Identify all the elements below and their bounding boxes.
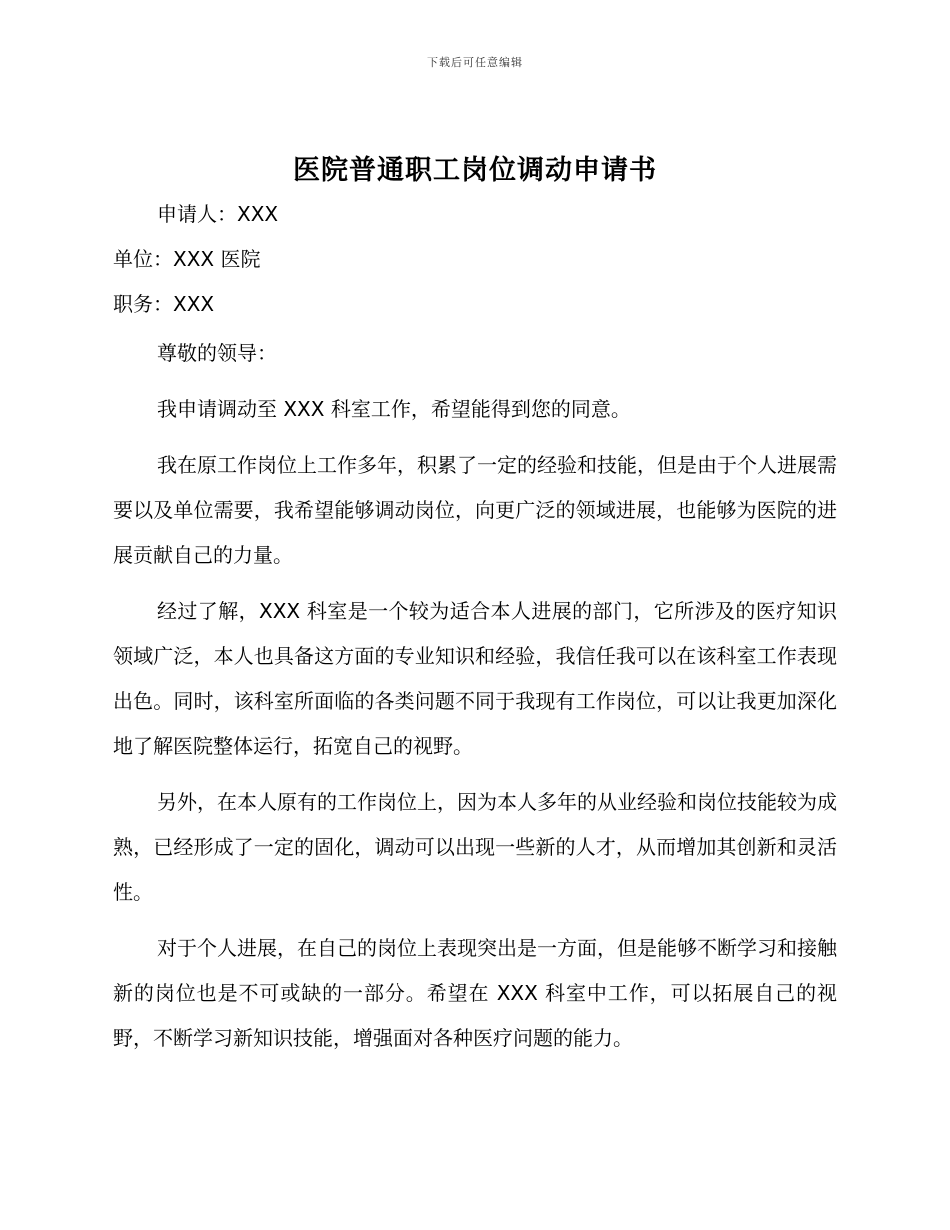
applicant-line: 申请人：XXX: [157, 202, 279, 226]
paragraph-request: 我申请调动至 XXX 科室工作，希望能得到您的同意。: [157, 397, 631, 421]
header-note: 下载后可任意编辑: [427, 56, 523, 69]
salutation: 尊敬的领导：: [157, 341, 277, 365]
document-title: 医院普通职工岗位调动申请书: [293, 155, 657, 186]
paragraph-department: 经过了解，XXX 科室是一个较为适合本人进展的部门，它所涉及的医疗知识领域广泛，本人也具备这方面的专业知识和经验，我信任我可以在该科室工作表现出色。同时，该科室所面临的各类问题不同于我现有工作岗位，可以让我更加深化地了解医院整体运行，拓宽自己的视野。: [113, 599, 837, 758]
paragraph-innovation: 另外，在本人原有的工作岗位上，因为本人多年的从业经验和岗位技能较为成熟，已经形成了一定的固化，调动可以出现一些新的人才，从而增加其创新和灵活性。: [113, 790, 837, 904]
unit-line: 单位：XXX 医院: [113, 247, 261, 271]
document-body: [113, 192, 837, 1061]
paragraph-background: 我在原工作岗位上工作多年，积累了一定的经验和技能，但是由于个人进展需要以及单位需要，我希望能够调动岗位，向更广泛的领域进展，也能够为医院的进展贡献自己的力量。: [113, 453, 837, 567]
position-line: 职务：XXX: [113, 292, 215, 316]
paragraph-development: 对于个人进展，在自己的岗位上表现突出是一方面，但是能够不断学习和接触新的岗位也是不可或缺的一部分。希望在 XXX 科室中工作，可以拓展自己的视野，不断学习新知识技能，增强面对各种医疗问题的能力。: [113, 936, 837, 1050]
